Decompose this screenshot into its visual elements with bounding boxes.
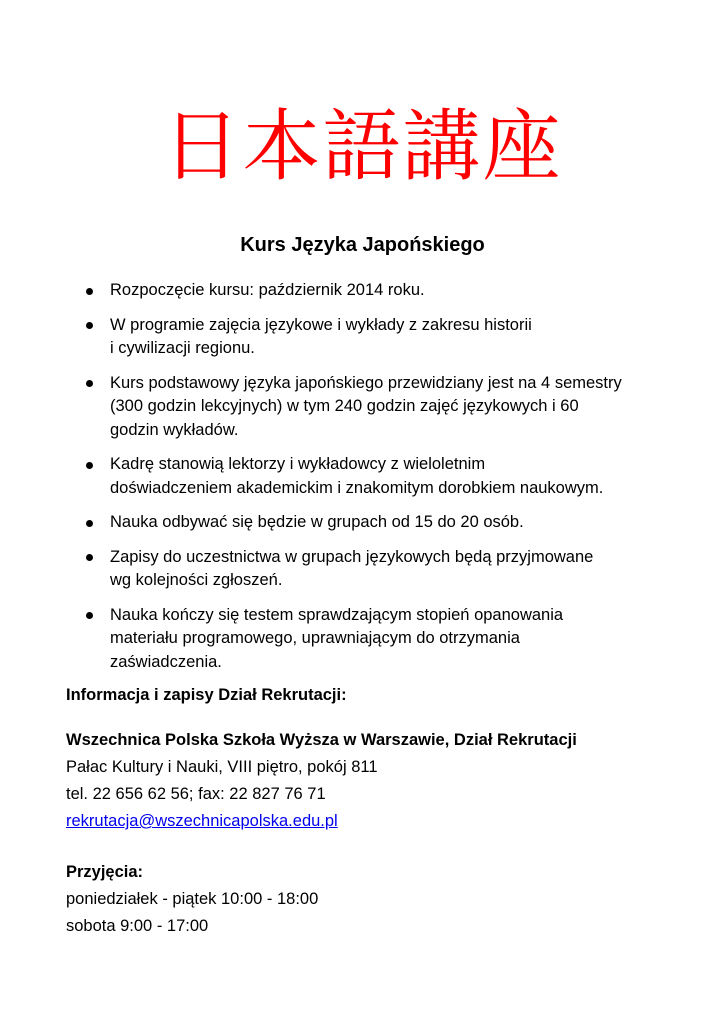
hours-heading: Przyjęcia:: [66, 863, 144, 881]
list-item-text: W programie zajęcia językowe i wykłady z zakresu historii: [110, 315, 532, 334]
bullet-icon: [86, 554, 93, 561]
bullet-icon: [86, 612, 93, 619]
list-item-text: Rozpoczęcie kursu: październik 2014 roku.: [110, 281, 425, 299]
list-item: [86, 372, 686, 443]
info-heading: Informacja i zapisy Dział Rekrutacji:: [66, 686, 347, 704]
list-item-text: Zapisy do uczestnictwa w grupach językowych będą przyjmowane: [110, 547, 594, 566]
bullet-icon: [86, 462, 93, 469]
bullet-icon: [86, 288, 93, 295]
list-item-text: materiału programowego, uprawniającym do otrzymania: [110, 629, 520, 647]
address: Pałac Kultury i Nauki, VIII piętro, pokój 811: [66, 758, 378, 776]
list-item-text: Nauka odbywać się będzie w grupach od 15 do 20 osób.: [110, 513, 524, 531]
list-item: [86, 314, 686, 361]
list-item-text: (300 godzin lekcyjnych) w tym 240 godzin zajęć językowych i 60: [110, 397, 579, 415]
list-item-text: Nauka kończy się testem sprawdzającym stopień opanowania: [110, 605, 564, 624]
email-link[interactable]: rekrutacja@wszechnicapolska.edu.pl: [66, 812, 338, 830]
list-item: [86, 511, 686, 535]
list-item-text: godzin wykładów.: [110, 420, 239, 439]
list-item-text: wg kolejności zgłoszeń.: [110, 571, 283, 589]
list-item-text: Kurs podstawowy języka japońskiego przewidziany jest na 4 semestry: [110, 373, 622, 392]
list-item-text: zaświadczenia.: [110, 652, 222, 671]
bullet-icon: [86, 380, 93, 387]
list-item: [86, 453, 686, 500]
list-item-text: Kadrę stanowią lektorzy i wykładowcy z wieloletnim: [110, 455, 486, 473]
contact-section: [66, 682, 686, 940]
course-details-list: [86, 279, 686, 685]
phone-fax: tel. 22 656 62 56; fax: 22 827 76 71: [66, 785, 326, 803]
bullet-icon: [86, 520, 93, 527]
japanese-title: 日本語講座: [162, 102, 563, 192]
hours-saturday: sobota 9:00 - 17:00: [66, 917, 209, 935]
list-item: [86, 604, 686, 675]
bullet-icon: [86, 322, 93, 329]
list-item: [86, 279, 686, 303]
list-item: [86, 546, 686, 593]
list-item-text: i cywilizacji regionu.: [110, 339, 255, 357]
hours-weekdays: poniedziałek - piątek 10:00 - 18:00: [66, 890, 319, 908]
institution-name: Wszechnica Polska Szkoła Wyższa w Warszawie, Dział Rekrutacji: [66, 731, 577, 749]
list-item-text: doświadczeniem akademickim i znakomitym dorobkiem naukowym.: [110, 478, 604, 497]
course-title: Kurs Języka Japońskiego: [240, 234, 485, 256]
